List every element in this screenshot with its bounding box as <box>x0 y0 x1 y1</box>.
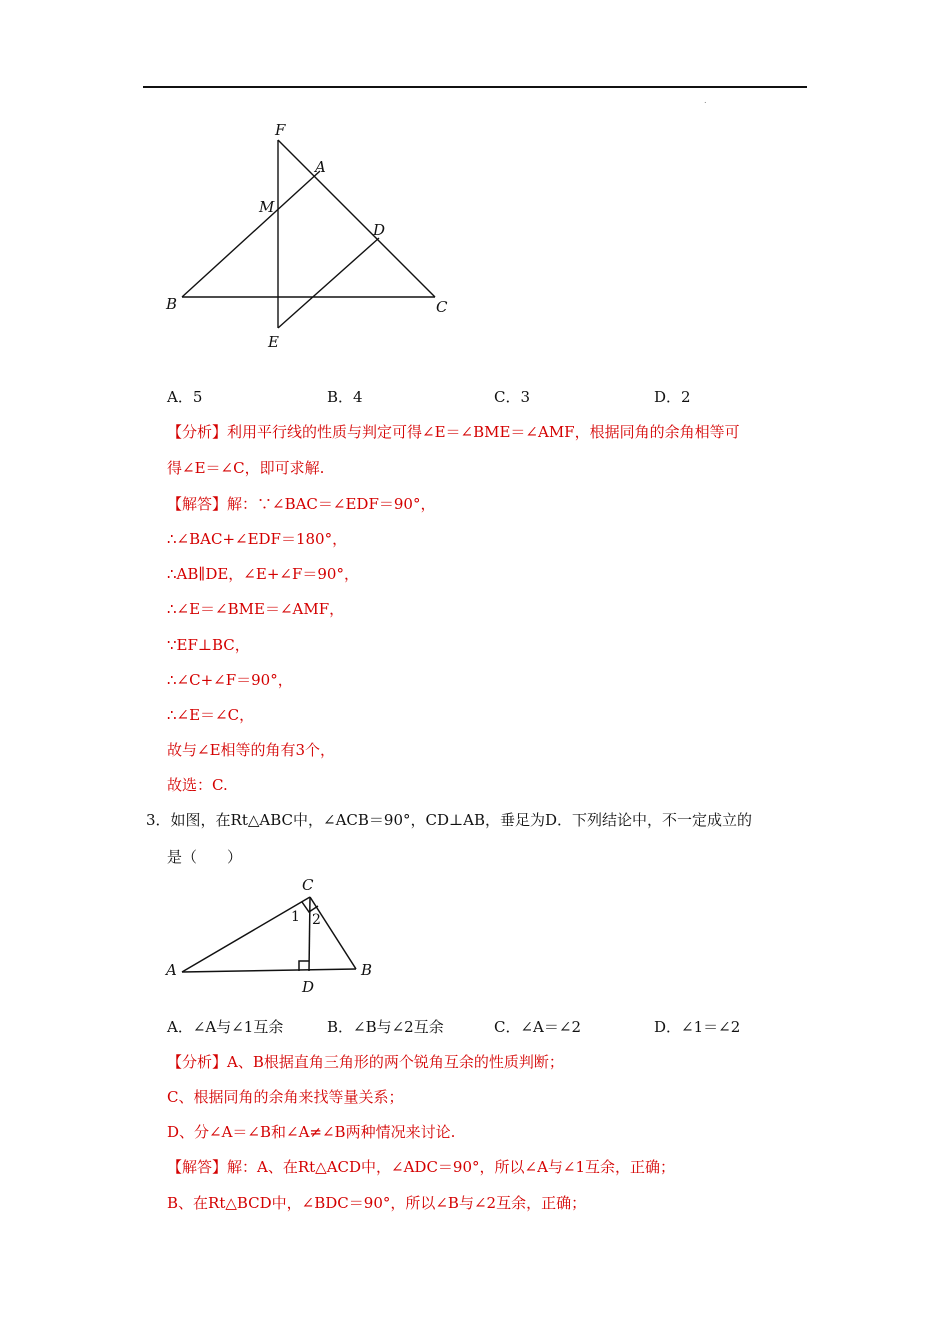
label-B: B <box>361 961 373 979</box>
segment-BA <box>182 171 320 297</box>
q2-solution-line: ∴∠E＝∠C， <box>167 706 255 724</box>
q3-option-c[interactable]: C．∠A＝∠2 <box>494 1018 581 1036</box>
q2-option-a[interactable]: A．5 <box>167 388 203 406</box>
segment-CB <box>310 897 356 969</box>
q3-analysis-line: D、分∠A＝∠B和∠A≠∠B两种情况来讨论. <box>167 1123 456 1141</box>
label-angle-2: 2 <box>312 912 321 928</box>
q2-option-d[interactable]: D．2 <box>654 388 691 406</box>
label-C: C <box>302 876 314 894</box>
header-dot: . <box>704 96 707 105</box>
label-F: F <box>275 121 286 139</box>
q3-option-d[interactable]: D．∠1＝∠2 <box>654 1018 741 1036</box>
q2-solution-line: ∵EF⊥BC， <box>167 636 250 654</box>
q3-analysis-line: 【分析】A、B根据直角三角形的两个锐角互余的性质判断； <box>167 1053 564 1071</box>
q3-analysis-line: C、根据同角的余角来找等量关系； <box>167 1088 404 1106</box>
q2-solution-line: 故选：C. <box>167 776 228 794</box>
q2-solution-line: ∴∠BAC+∠EDF＝180°， <box>167 530 348 548</box>
q2-solution-line: ∴∠C+∠F＝90°， <box>167 671 293 689</box>
q2-solution-line: ∴AB∥DE，∠E+∠F＝90°， <box>167 565 359 583</box>
q3-stem-line-1: 3．如图，在Rt△ABC中，∠ACB＝90°，CD⊥AB，垂足为D．下列结论中，不一定成立的 <box>146 811 752 829</box>
label-B: B <box>166 295 178 313</box>
label-D: D <box>302 978 315 996</box>
geometry-figure-1 <box>150 115 470 360</box>
segment-FC <box>278 140 435 297</box>
header-rule <box>143 86 807 88</box>
label-A: A <box>166 961 177 979</box>
q2-option-b[interactable]: B．4 <box>327 388 363 406</box>
label-M: M <box>259 198 275 216</box>
q2-solution-line: 【解答】解：∵∠BAC＝∠EDF＝90°， <box>167 495 436 513</box>
label-D: D <box>373 221 386 239</box>
q2-option-c[interactable]: C．3 <box>494 388 531 406</box>
q3-option-b[interactable]: B．∠B与∠2互余 <box>327 1018 444 1036</box>
segment-CD <box>309 897 310 971</box>
label-angle-1: 1 <box>291 909 300 925</box>
label-A: A <box>315 158 326 176</box>
q2-analysis-line-1: 【分析】利用平行线的性质与判定可得∠E＝∠BME＝∠AMF，根据同角的余角相等可 <box>167 423 740 441</box>
q2-solution-line: ∴∠E＝∠BME＝∠AMF， <box>167 600 345 618</box>
segment-AB <box>182 969 356 972</box>
label-C: C <box>436 298 448 316</box>
q3-option-a[interactable]: A．∠A与∠1互余 <box>167 1018 284 1036</box>
q3-solution-line: 【解答】解：A、在Rt△ACD中，∠ADC＝90°，所以∠A与∠1互余，正确； <box>167 1158 676 1176</box>
geometry-figure-2 <box>160 872 390 997</box>
q3-solution-line: B、在Rt△BCD中，∠BDC＝90°，所以∠B与∠2互余，正确； <box>167 1194 587 1212</box>
q2-solution-line: 故与∠E相等的角有3个， <box>167 741 336 759</box>
label-E: E <box>268 333 279 351</box>
q2-analysis-line-2: 得∠E＝∠C，即可求解. <box>167 459 325 477</box>
segment-ED <box>278 238 379 328</box>
q3-stem-line-2: 是（ ） <box>167 848 243 866</box>
